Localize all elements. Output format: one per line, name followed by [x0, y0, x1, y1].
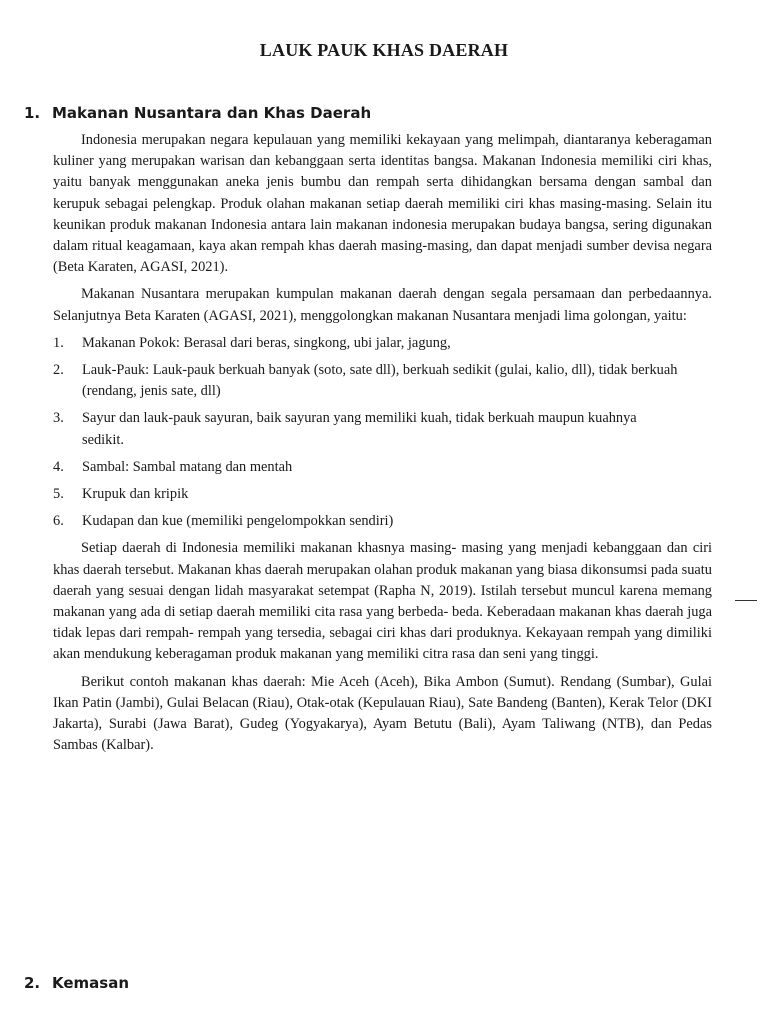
paragraph-golongan: Makanan Nusantara merupakan kumpulan makanan daerah dengan segala persamaan dan perbedaannya. Selanjutnya Beta Karaten (AGASI, 2021), menggolongkan makanan Nusantara menjadi lima golongan, yaitu:	[53, 286, 712, 324]
list-item-text: Kudapan dan kue (memiliki pengelompokkan sendiri)	[82, 513, 394, 530]
section-heading-text: Kemasan	[52, 974, 130, 992]
section-number: 1.	[24, 104, 41, 122]
list-item	[53, 484, 682, 505]
list-item-text: Makanan Pokok: Berasal dari beras, singkong, ubi jalar, jagung,	[82, 334, 451, 351]
margin-mark	[735, 600, 757, 601]
list-item	[53, 511, 682, 532]
paragraph-intro: Indonesia merupakan negara kepulauan yang memiliki kekayaan yang melimpah, diantaranya keberagaman kuliner yang merupakan warisan dan kebanggaan serta identitas bangsa. Makanan Indonesia memiliki ciri khas, yaitu banyak menggunakan aneka jenis bumbu dan rempah serta dihidangkan bersama dengan sambal dan kerupuk sebagai pelengkap. Produk olahan makanan setiap daerah memiliki ciri khas masing-masing. Selain itu keunikan produk makanan Indonesia antara lain makanan indonesia merupakan budaya bangsa, sering digunakan dalam ritual keagamaan, kaya akan rempah khas daerah masing-masing, dan dapat menjadi sumber devisa negara (Beta Karaten, AGASI, 2021).	[53, 132, 712, 276]
paragraph-khas-daerah: Setiap daerah di Indonesia memiliki makanan khasnya masing- masing yang menjadi kebanggaan dan ciri khas daerah tersebut. Makanan khas daerah merupakan olahan produk makanan yang biasa dikonsumsi pada suatu daerah yang sesuai dengan lidah masyarakat setempat (Rapha N, 2019). Istilah tersebut muncul karena memang makanan yang ada di setiap daerah memiliki cita rasa yang berbeda- beda. Keberadaan makanan khas daerah juga tidak lepas dari rempah- rempah yang tersedia, sebagai ciri khas dari produknya. Kekayaan rempah yang dimiliki akan mendukung keberagaman produk makanan yang memiliki citra rasa dan seni yang tinggi.	[53, 540, 712, 663]
paragraph-contoh: Berikut contoh makanan khas daerah: Mie Aceh (Aceh), Bika Ambon (Sumut). Rendang (Sumbar), Gulai Ikan Patin (Jambi), Gulai Belacan (Riau), Otak-otak (Kepulauan Riau), Sate Bandeng (Banten), Kerak Telor (DKI Jakarta), Surabi (Jawa Barat), Gudeg (Yogyakarya), Ayam Betutu (Bali), Ayam Taliwang (NTB), dan Pedas Sambas (Kalbar).	[53, 673, 712, 754]
golongan-list	[53, 333, 712, 533]
section-heading-makanan-nusantara	[24, 104, 371, 122]
list-item	[53, 360, 682, 402]
list-item-number: 1.	[53, 334, 64, 351]
list-item-number: 2.	[53, 362, 64, 379]
list-item-text: Sayur dan lauk-pauk sayuran, baik sayuran yang memiliki kuah, tidak berkuah maupun kuahnya sedikit.	[82, 410, 637, 448]
section-number: 2.	[24, 974, 41, 992]
section-heading-text: Makanan Nusantara dan Khas Daerah	[52, 104, 372, 122]
list-item-number: 5.	[53, 486, 64, 503]
list-item-text: Lauk-Pauk: Lauk-pauk berkuah banyak (soto, sate dll), berkuah sedikit (gulai, kalio, dll), tidak berkuah (rendang, jenis sate, dll)	[82, 362, 678, 400]
list-item-text: Sambal: Sambal matang dan mentah	[82, 458, 293, 475]
list-item-number: 6.	[53, 513, 64, 530]
list-item	[53, 457, 682, 478]
section-heading-kemasan	[24, 974, 129, 992]
section-body	[53, 130, 712, 762]
page-title: LAUK PAUK KHAS DAERAH	[259, 40, 509, 60]
list-item	[53, 408, 682, 450]
list-item	[53, 333, 682, 354]
list-item-text: Krupuk dan kripik	[82, 486, 189, 503]
list-item-number: 4.	[53, 458, 64, 475]
list-item-number: 3.	[53, 410, 64, 427]
